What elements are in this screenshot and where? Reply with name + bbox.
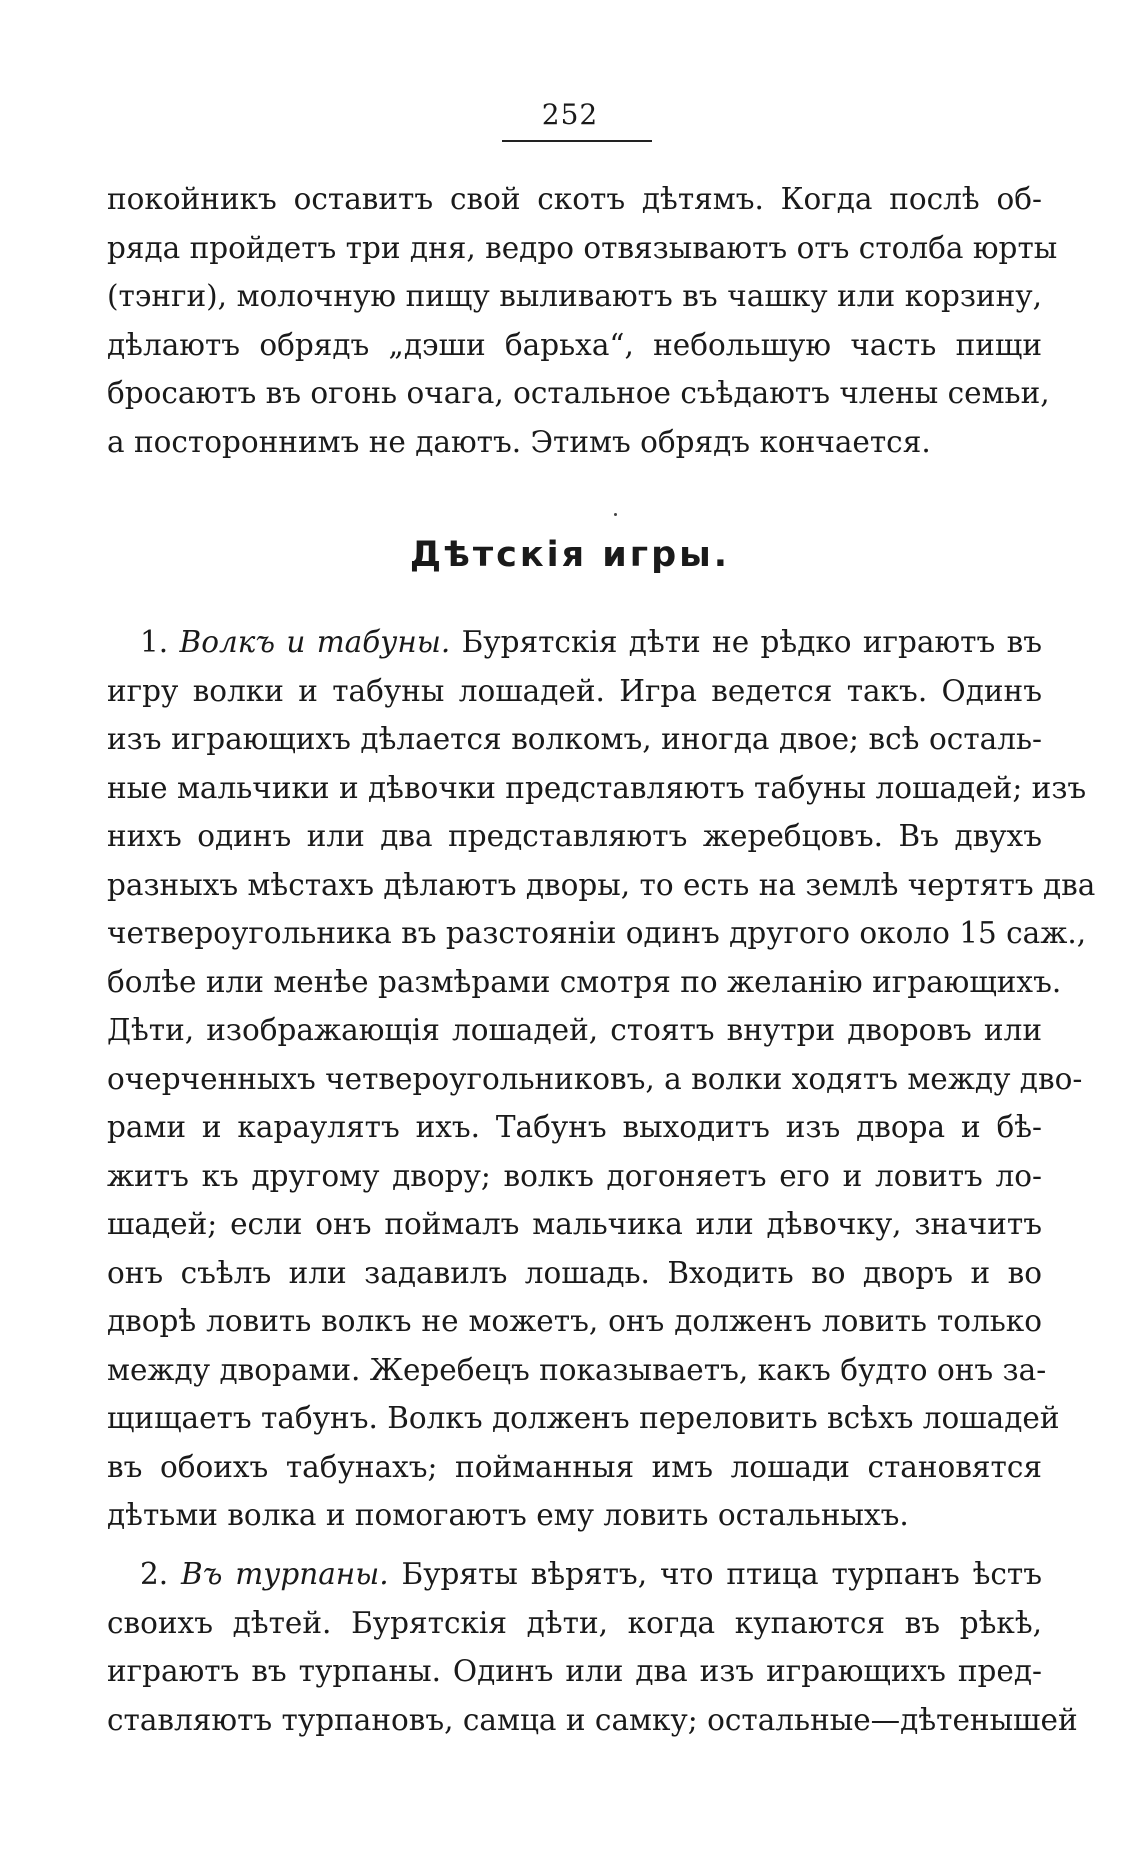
text-line: въ обоихъ табунахъ; пойманныя имъ лошади становятся xyxy=(107,1449,1042,1484)
text-line: ряда пройдетъ три дня, ведро отвязываютъ отъ столба юрты xyxy=(107,230,1058,265)
text-line: дѣтьми волка и помогаютъ ему ловить остальныхъ. xyxy=(107,1498,909,1532)
paragraph-first-line xyxy=(107,1550,1042,1599)
text-line: онъ съѣлъ или задавилъ лошадь. Входить во дворъ и во xyxy=(107,1255,1042,1290)
first-line-rest: Буряты вѣрятъ, что птица турпанъ ѣстъ xyxy=(401,1557,1042,1591)
text-line: покойникъ оставитъ свой скотъ дѣтямъ. Когда послѣ об- xyxy=(107,182,1042,216)
text-line: изъ играющихъ дѣлается волкомъ, иногда двое; всѣ осталь- xyxy=(107,722,1042,756)
text-line: шадей; если онъ поймалъ мальчика или дѣвочку, значитъ xyxy=(107,1207,1042,1241)
text-line: разныхъ мѣстахъ дѣлаютъ дворы, то есть на землѣ чертятъ два xyxy=(107,867,1096,902)
text-line: между дворами. Жеребецъ показываетъ, какъ будто онъ за- xyxy=(107,1352,1047,1387)
text-line: Дѣти, изображающія лошадей, стоятъ внутри дворовъ или xyxy=(107,1013,1042,1047)
text-line: нихъ одинъ или два представляютъ жеребцовъ. Въ двухъ xyxy=(107,819,1042,853)
paragraph-first-line xyxy=(107,618,1042,667)
item-number: 1. xyxy=(140,625,169,659)
game-wolf-and-herds-paragraph xyxy=(107,618,1096,1540)
text-line: очерченныхъ четвероугольниковъ, а волки ходятъ между дво- xyxy=(107,1061,1083,1096)
text-line: ставляютъ турпановъ, самца и самку; остальные—дѣтенышей xyxy=(107,1702,1078,1737)
text-line: четвероугольника въ разстояніи одинъ другого около 15 саж., xyxy=(107,916,1087,950)
text-line: дѣлаютъ обрядъ „дэши барьха“, небольшую часть пищи xyxy=(107,327,1042,362)
game-title: Въ турпаны. xyxy=(181,1557,389,1591)
text-line: игру волки и табуны лошадей. Игра ведется такъ. Одинъ xyxy=(107,673,1042,708)
page-number: 252 xyxy=(541,98,599,131)
text-line: играютъ въ турпаны. Одинъ или два изъ играющихъ пред- xyxy=(107,1654,1042,1688)
text-line: а постороннимъ не даютъ. Этимъ обрядъ кончается. xyxy=(107,424,931,459)
text-line: дворѣ ловить волкъ не можетъ, онъ долженъ ловить только xyxy=(107,1304,1042,1338)
text-line: рами и караулятъ ихъ. Табунъ выходитъ изъ двора и бѣ- xyxy=(107,1110,1042,1144)
game-title: Волкъ и табуны. xyxy=(179,625,451,659)
text-line: своихъ дѣтей. Бурятскія дѣти, когда купаются въ рѣкѣ, xyxy=(107,1605,1042,1640)
text-line: (тэнги), молочную пищу выливаютъ въ чашку или корзину, xyxy=(107,279,1042,313)
item-number: 2. xyxy=(140,1557,169,1591)
section-heading: Дѣтскія игры. xyxy=(409,535,731,575)
text-line: болѣе или менѣе размѣрами смотря по желанію играющихъ. xyxy=(107,964,1062,999)
game-turpans-paragraph xyxy=(107,1550,1078,1744)
text-line: бросаютъ въ огонь очага, остальное съѣдаютъ члены семьи, xyxy=(107,376,1050,410)
page-number-rule xyxy=(502,140,652,142)
first-line-rest: Бурятскія дѣти не рѣдко играютъ въ xyxy=(461,625,1042,659)
text-line: щищаетъ табунъ. Волкъ долженъ переловить всѣхъ лошадей xyxy=(107,1401,1060,1435)
intro-paragraph xyxy=(107,175,1058,466)
print-speck xyxy=(614,513,617,516)
text-line: ные мальчики и дѣвочки представляютъ табуны лошадей; изъ xyxy=(107,770,1087,805)
text-line: житъ къ другому двору; волкъ догоняетъ его и ловитъ ло- xyxy=(107,1158,1042,1193)
